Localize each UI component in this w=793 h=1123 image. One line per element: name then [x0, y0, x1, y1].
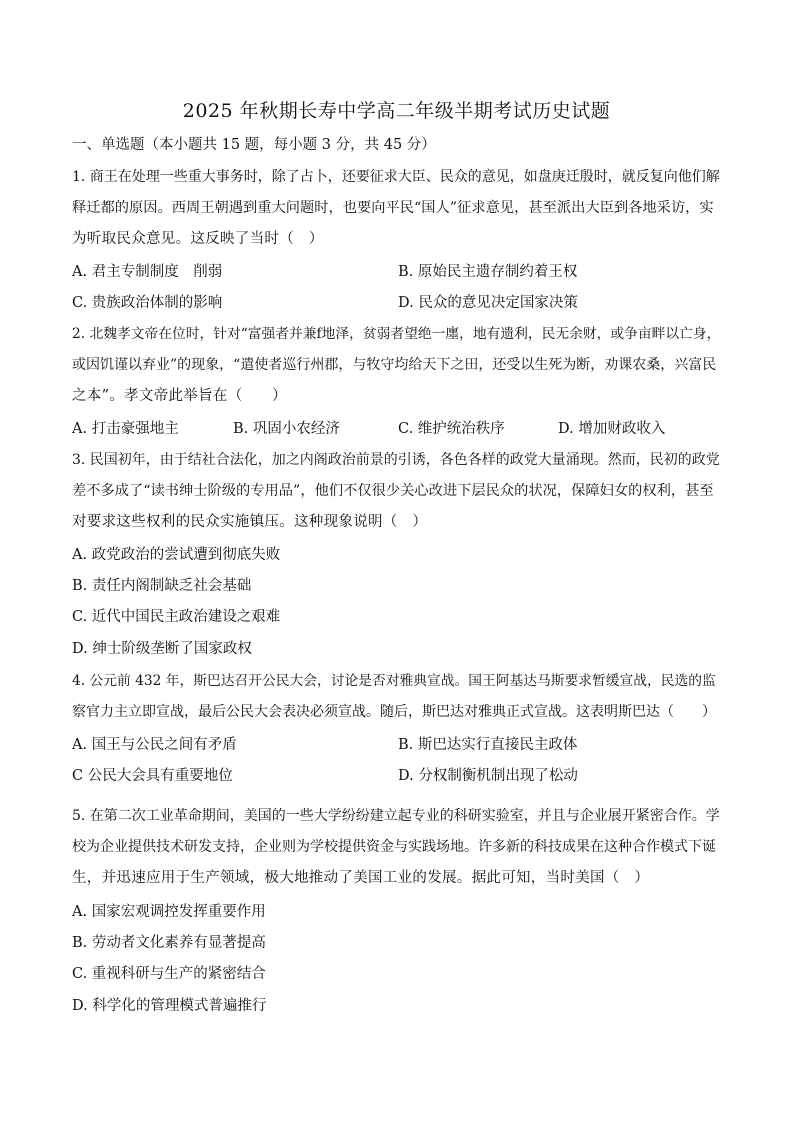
- q2-option-a[interactable]: A. 打击豪强地主: [72, 421, 179, 437]
- q3-line-3: 对要求这些权利的民众实施镇压。这种现象说明（ ）: [72, 514, 428, 530]
- q4-option-b[interactable]: B. 斯巴达实行直接民主政体: [398, 737, 578, 753]
- q4-line-2: 察官力主立即宣战，最后公民大会表决必须宣战。随后，斯巴达对雅典正式宣战。这表明斯巴达（ ）: [72, 704, 716, 720]
- q1-line-3: 为听取民众意见。这反映了当时（ ）: [72, 231, 324, 247]
- q2-line-3: 之本”。孝文帝此举旨在（ ）: [72, 388, 287, 404]
- q2-line-2: 或因饥谨以弃业”的现象，“遣使者巡行州郡，与牧守均给天下之田，还受以生死为断，劝课农桑，兴富民: [72, 357, 717, 373]
- q3-line-2: 差不多成了“读书绅士阶级的专用品”，他们不仅很少关心改进下层民众的状况，保障妇女的权利，甚至: [72, 483, 714, 499]
- q1-option-c[interactable]: C. 贵族政治体制的影响: [72, 295, 223, 311]
- q2-option-c[interactable]: C. 维护统治秩序: [398, 421, 505, 437]
- q1-option-d[interactable]: D. 民众的意见决定国家决策: [398, 295, 578, 311]
- q5-option-b[interactable]: B. 劳动者文化素养有显著提高: [72, 935, 266, 951]
- q5-line-2: 校为企业提供技术研发支持，企业则为学校提供资金与实践场地。许多新的科技成果在这种合作模式下诞: [72, 839, 716, 855]
- q2-line-1: 2. 北魏孝文帝在位时，针对“富强者并兼f地泽，贫弱者望绝一廛，地有遗利，民无余财，或争亩畔以亡身，: [72, 326, 721, 342]
- q1-line-1: 1. 商王在处理一些重大事务时，除了占卜，还要征求大臣、民众的意见，如盘庚迁殷时，就反复向他们解: [72, 169, 720, 185]
- page-title: 2025 年秋期长寿中学高二年级半期考试历史试题: [182, 100, 611, 122]
- q4-option-a[interactable]: A. 国王与公民之间有矛盾: [72, 737, 237, 753]
- q5-option-a[interactable]: A. 国家宏观调控发挥重要作用: [72, 904, 266, 920]
- q5-line-1: 5. 在第二次工业革命期间，美国的一些大学纷纷建立起专业的科研实验室，并且与企业展开紧密合作。学: [72, 808, 720, 824]
- q3-option-c[interactable]: C. 近代中国民主政治建设之艰难: [72, 609, 281, 625]
- q5-line-3: 生，并迅速应用于生产领域，极大地推动了美国工业的发展。据此可知，当时美国（ ）: [72, 870, 650, 886]
- q1-option-b[interactable]: B. 原始民主遗存制约着王权: [398, 264, 578, 280]
- q5-option-d[interactable]: D. 科学化的管理模式普遍推行: [72, 998, 267, 1014]
- q4-option-d[interactable]: D. 分权制衡机制出现了松动: [398, 768, 578, 784]
- q3-option-d[interactable]: D. 绅士阶级垄断了国家政权: [72, 641, 252, 657]
- q3-option-a[interactable]: A. 政党政治的尝试遭到彻底失败: [72, 547, 281, 563]
- q4-line-1: 4. 公元前 432 年，斯巴达召开公民大会，讨论是否对雅典宣战。国王阿基达马斯要求暂缓宣战，民选的监: [72, 673, 716, 689]
- q5-option-c[interactable]: C. 重视科研与生产的紧密结合: [72, 966, 266, 982]
- q3-option-b[interactable]: B. 责任内阁制缺乏社会基础: [72, 578, 252, 594]
- q1-line-2: 释迁都的原因。西周王朝遇到重大问题时，也要向平民“国人”征求意见，甚至派出大臣到各地采访，实: [72, 200, 714, 216]
- section-heading: 一、单选题（本小题共 15 题，每小题 3 分，共 45 分）: [72, 137, 436, 153]
- q2-option-b[interactable]: B. 巩固小农经济: [233, 421, 340, 437]
- q1-option-a[interactable]: A. 君主专制制度 削弱: [72, 264, 223, 280]
- q4-option-c[interactable]: C 公民大会具有重要地位: [72, 768, 233, 784]
- q2-option-d[interactable]: D. 增加财政收入: [558, 421, 666, 437]
- q3-line-1: 3. 民国初年，由于结社合法化，加之内阁政治前景的引诱，各色各样的政党大量涌现。然而，民初的政党: [72, 452, 720, 468]
